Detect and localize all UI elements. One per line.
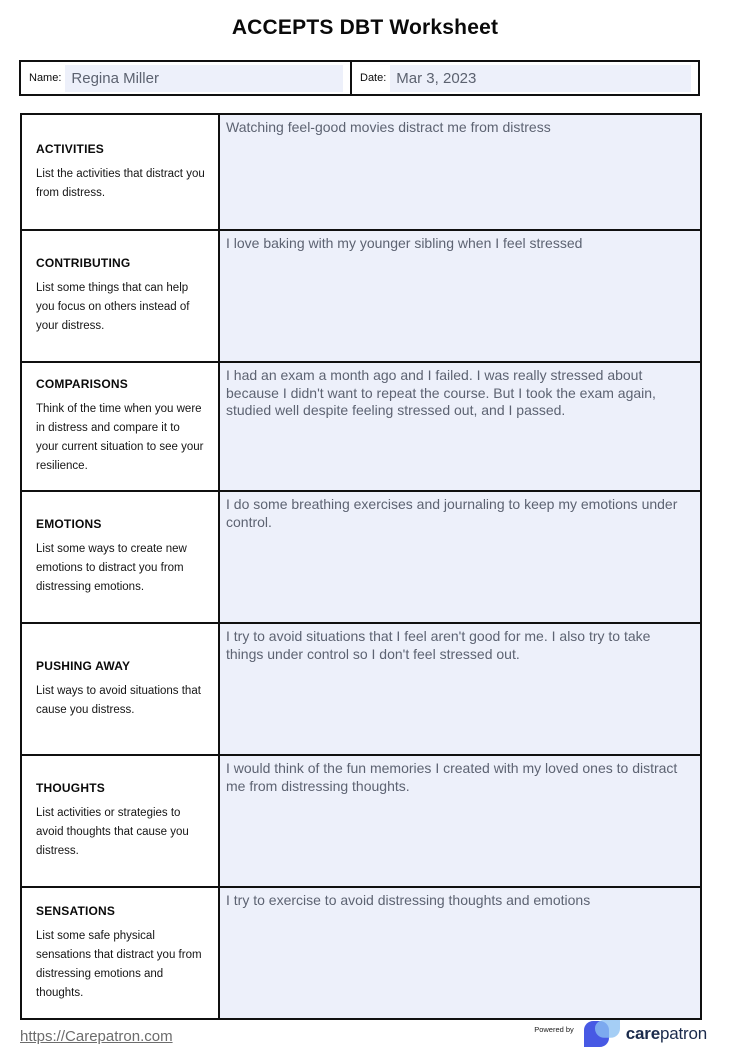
answer-cell[interactable] xyxy=(219,230,701,362)
section-description: List the activities that distract you from distress. xyxy=(36,167,205,199)
table-row xyxy=(21,362,701,491)
answer-cell[interactable] xyxy=(219,623,701,755)
table-row xyxy=(21,623,701,755)
date-field-label: Date: xyxy=(360,72,387,84)
carepatron-logo xyxy=(582,1018,707,1049)
section-description: List some ways to create new emotions to distract you from distressing emotions. xyxy=(36,543,187,593)
table-row xyxy=(21,491,701,623)
section-label-cell xyxy=(21,623,219,755)
answer-text: I try to exercise to avoid distressing thoughts and emotions xyxy=(226,892,591,908)
table-row xyxy=(21,887,701,1019)
date-cell xyxy=(350,62,698,94)
brand-name-bold: care xyxy=(625,1023,660,1043)
powered-by-label: Powered by xyxy=(534,1025,574,1034)
section-description: List ways to avoid situations that cause you distress. xyxy=(36,684,201,716)
name-input[interactable]: Regina Miller xyxy=(65,65,343,92)
answer-cell[interactable] xyxy=(219,114,701,230)
section-description: Think of the time when you were in distress and compare it to your current situation to see your resilience. xyxy=(36,403,204,472)
page-title: ACCEPTS DBT Worksheet xyxy=(231,16,499,39)
table-row xyxy=(21,230,701,362)
name-cell xyxy=(21,62,350,94)
answer-text: I love baking with my younger sibling when I feel stressed xyxy=(226,235,583,251)
powered-by xyxy=(534,1018,707,1049)
section-title: THOUGHTS xyxy=(36,781,105,795)
table-row xyxy=(21,755,701,887)
answer-cell[interactable] xyxy=(219,362,701,491)
section-description: List activities or strategies to avoid thoughts that cause you distress. xyxy=(36,807,189,857)
date-input[interactable]: Mar 3, 2023 xyxy=(390,65,691,92)
section-description: List some things that can help you focus on others instead of your distress. xyxy=(36,282,190,332)
answer-cell[interactable] xyxy=(219,887,701,1019)
answer-cell[interactable] xyxy=(219,755,701,887)
section-label-cell xyxy=(21,755,219,887)
section-description: List some safe physical sensations that distract you from distressing emotions and thoughts. xyxy=(36,929,202,999)
answer-text: Watching feel-good movies distract me from distress xyxy=(226,119,551,135)
carepatron-link[interactable]: https://Carepatron.com xyxy=(20,1028,173,1045)
section-title: SENSATIONS xyxy=(36,903,116,918)
answer-text: I do some breathing exercises and journaling to keep my emotions under control. xyxy=(226,496,678,530)
name-date-box xyxy=(19,60,700,96)
table-row xyxy=(21,114,701,230)
carepatron-logo-icon xyxy=(582,1018,622,1049)
section-title: EMOTIONS xyxy=(36,517,102,531)
section-title: PUSHING AWAY xyxy=(36,658,131,673)
section-label-cell xyxy=(21,362,219,491)
answer-text: I try to avoid situations that I feel aren't good for me. I also try to take things under control so I don't feel stressed out. xyxy=(226,628,651,662)
section-title: CONTRIBUTING xyxy=(36,256,131,270)
section-title: COMPARISONS xyxy=(36,377,128,391)
section-label-cell xyxy=(21,491,219,623)
section-label-cell xyxy=(21,887,219,1019)
name-field-label: Name: xyxy=(29,72,62,84)
section-label-cell xyxy=(21,114,219,230)
section-title: ACTIVITIES xyxy=(36,141,105,156)
answer-text: I had an exam a month ago and I failed. I was really stressed about because I didn't want to repeat the course. But I took the exam again, studied well despite feeling stressed out, and I passed. xyxy=(226,367,656,418)
brand-name xyxy=(626,1024,707,1044)
worksheet-table xyxy=(20,113,702,1020)
answer-text: I would think of the fun memories I created with my loved ones to distract me from distressing thoughts. xyxy=(226,760,678,794)
answer-cell[interactable] xyxy=(219,491,701,623)
brand-name-regular: patron xyxy=(659,1023,707,1043)
section-label-cell xyxy=(21,230,219,362)
